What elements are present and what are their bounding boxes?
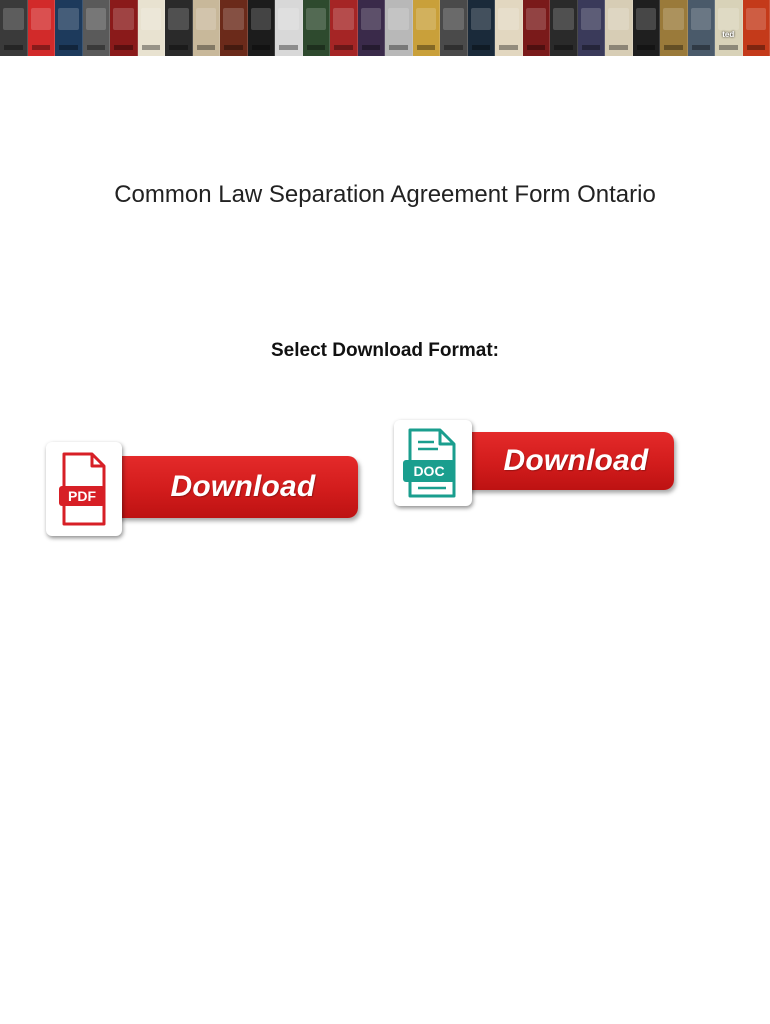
doc-download-label: Download: [503, 444, 649, 477]
banner-poster: [660, 0, 688, 56]
banner-poster: [83, 0, 111, 56]
banner-poster: [358, 0, 386, 56]
select-format-heading: Select Download Format:: [270, 340, 500, 361]
pdf-download-bar[interactable]: [106, 456, 358, 518]
banner-poster: [495, 0, 523, 56]
pdf-download-label: Download: [170, 470, 316, 503]
banner-poster: [110, 0, 138, 56]
page-title: Common Law Separation Agreement Form Ontario: [114, 181, 656, 208]
banner-poster: [468, 0, 496, 56]
banner-poster-label: ted: [722, 30, 735, 39]
doc-file-icon: [394, 420, 472, 506]
banner-poster: [578, 0, 606, 56]
banner-poster: [633, 0, 661, 56]
banner-poster: [743, 0, 770, 56]
banner-poster: [165, 0, 193, 56]
banner-poster: [605, 0, 633, 56]
banner-poster: [275, 0, 303, 56]
banner-poster: [220, 0, 248, 56]
pdf-file-icon: [46, 442, 122, 536]
doc-file-tag: DOC: [403, 460, 455, 482]
banner-poster: [138, 0, 166, 56]
banner-poster: [715, 0, 743, 56]
banner-poster: [248, 0, 276, 56]
banner-poster: [55, 0, 83, 56]
banner-poster: [28, 0, 56, 56]
banner-poster: [303, 0, 331, 56]
poster-banner: [0, 0, 770, 56]
banner-poster: [413, 0, 441, 56]
doc-download-button[interactable]: [394, 420, 676, 510]
banner-poster: [330, 0, 358, 56]
doc-download-bar[interactable]: [456, 432, 674, 490]
pdf-file-tag: PDF: [59, 486, 105, 506]
banner-poster: [193, 0, 221, 56]
banner-poster: [688, 0, 716, 56]
banner-poster: [550, 0, 578, 56]
pdf-download-button[interactable]: [46, 440, 316, 540]
banner-poster: [385, 0, 413, 56]
banner-poster: [440, 0, 468, 56]
banner-poster: [0, 0, 28, 56]
banner-poster: [523, 0, 551, 56]
